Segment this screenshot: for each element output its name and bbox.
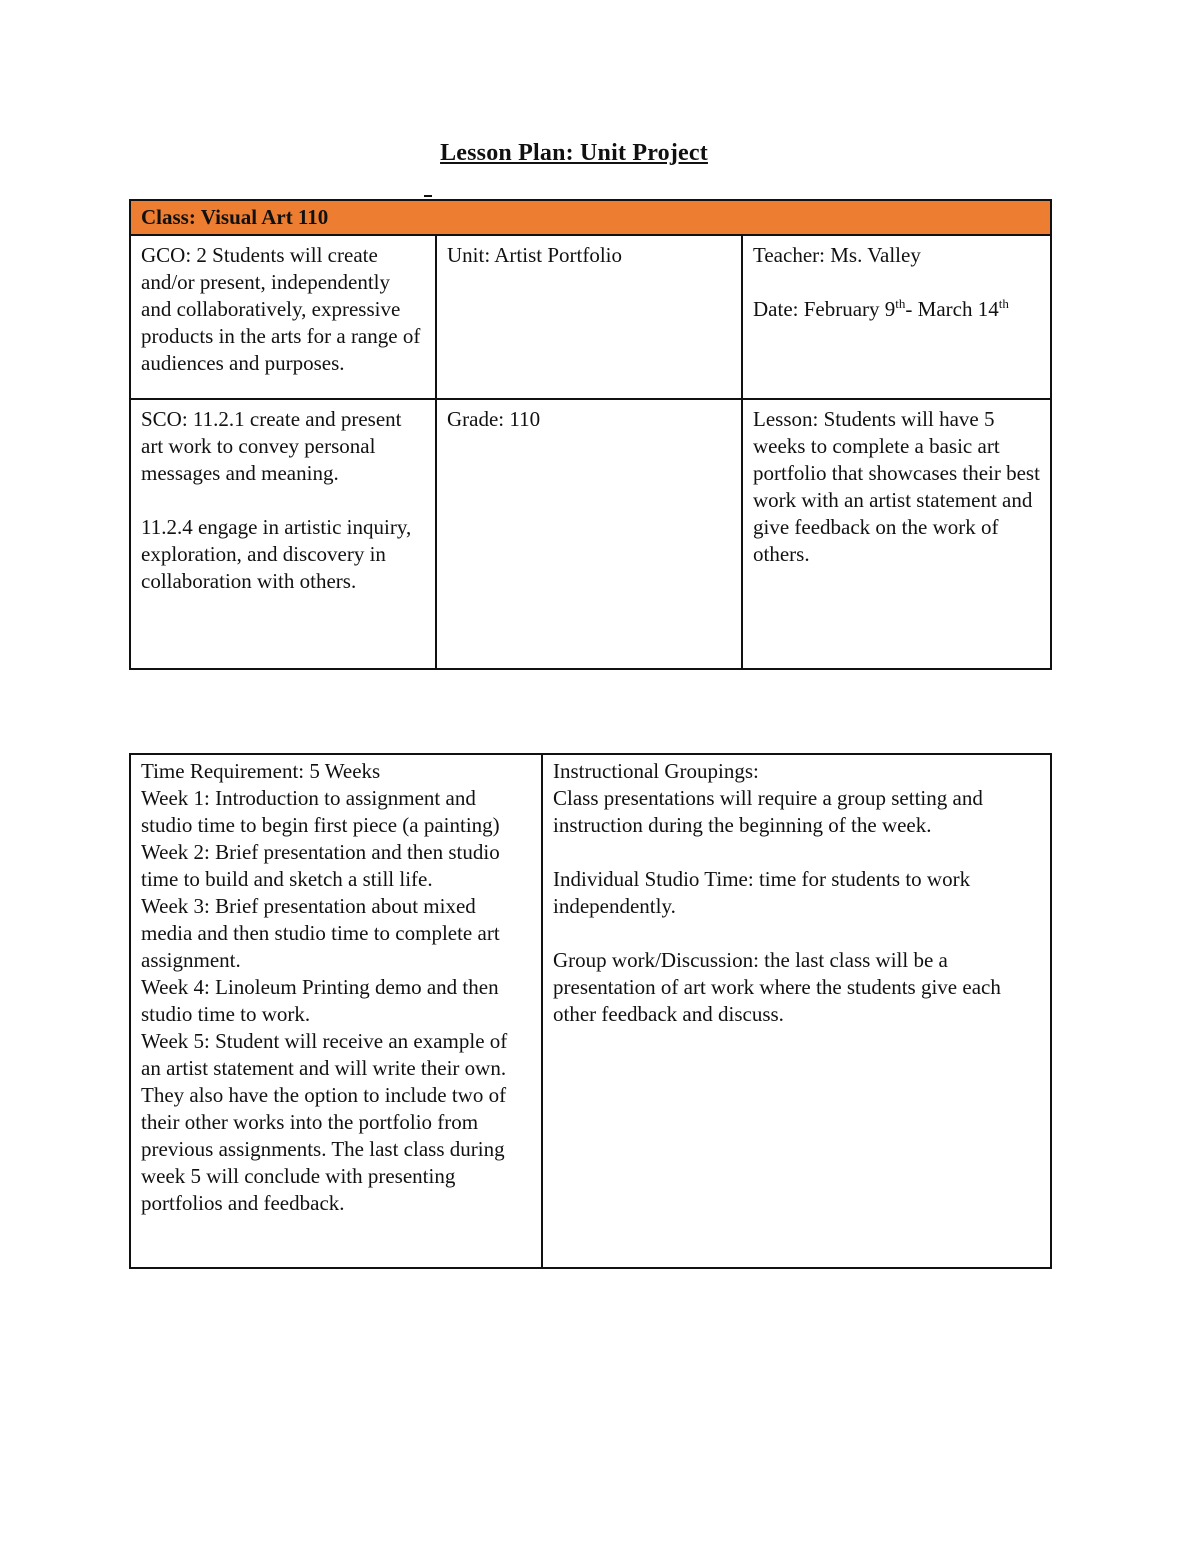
week-4-text: Week 4: Linoleum Printing demo and then studio time to work. (141, 975, 499, 1026)
date-sup-1: th (895, 296, 906, 311)
gco-text: GCO: 2 Students will create and/or present, independently and collaboratively, expressive products in the arts for a range of audiences and purposes. (141, 243, 421, 375)
class-header-cell (130, 200, 1051, 235)
lesson-text: Lesson: Students will have 5 weeks to complete a basic art portfolio that showcases their best work with an artist statement and give feedback on the work of others. (753, 407, 1040, 566)
week-5-text: Week 5: Student will receive an example of an artist statement and will write their own. They also have the option to include two of their other works into the portfolio from previous assignments. The last class during week 5 will conclude with presenting portfolios and feedback. (141, 1029, 508, 1215)
groupings-text-2: Individual Studio Time: time for students to work independently. (553, 867, 971, 918)
date-text (753, 296, 1040, 323)
teacher-text: Teacher: Ms. Valley (753, 243, 921, 267)
instructional-groupings-cell (542, 754, 1051, 1268)
groupings-text-1: Class presentations will require a group setting and instruction during the beginning of the week. (553, 786, 983, 837)
date-sup-2: th (998, 296, 1009, 311)
lesson-cell (742, 399, 1051, 669)
page-title: Lesson Plan: Unit Project (440, 140, 708, 166)
class-label: Class: Visual Art 110 (141, 205, 329, 229)
grade-text: Grade: 110 (447, 407, 541, 431)
week-3-text: Week 3: Brief presentation about mixed media and then studio time to complete art assignment. (141, 894, 500, 972)
class-info-table (129, 199, 1052, 670)
sco-text-1: SCO: 11.2.1 create and present art work to convey personal messages and meaning. (141, 407, 402, 485)
time-heading: Time Requirement: 5 Weeks (141, 759, 381, 783)
title-underline-mark (424, 195, 432, 197)
sco-text-2: 11.2.4 engage in artistic inquiry, exploration, and discovery in collaboration with others. (141, 515, 412, 593)
groupings-text-3: Group work/Discussion: the last class will be a presentation of art work where the students give each other feedback and discuss. (553, 948, 1001, 1026)
week-1-text: Week 1: Introduction to assignment and studio time to begin first piece (a painting) (141, 786, 500, 837)
week-2-text: Week 2: Brief presentation and then studio time to build and sketch a still life. (141, 840, 500, 891)
groupings-heading: Instructional Groupings: (553, 759, 759, 783)
sco-cell (130, 399, 436, 669)
date-prefix: Date: February 9 (753, 297, 896, 321)
time-requirement-cell (130, 754, 542, 1268)
grade-cell (436, 399, 742, 669)
date-mid: - March 14 (905, 297, 999, 321)
teacher-cell (742, 235, 1051, 399)
unit-text: Unit: Artist Portfolio (447, 243, 623, 267)
unit-cell (436, 235, 742, 399)
schedule-table (129, 753, 1052, 1269)
gco-cell (130, 235, 436, 399)
